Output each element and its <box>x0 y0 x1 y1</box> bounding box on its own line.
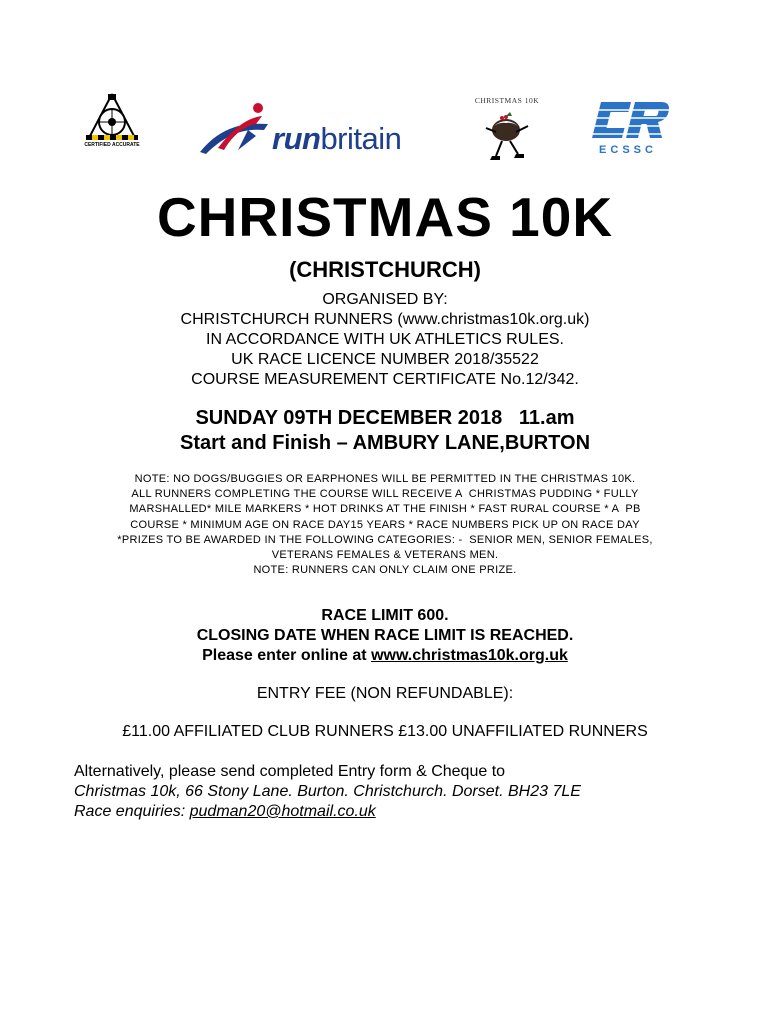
postal-intro: Alternatively, please send completed Entry form & Cheque to <box>74 763 506 780</box>
runbritain-run: run <box>272 121 321 156</box>
cr-monogram-icon <box>586 98 670 146</box>
postal-address: Christmas 10k, 66 Stony Lane. Burton. Christchurch. Dorset. BH23 7LE <box>74 783 581 800</box>
note-line: NOTE: RUNNERS CAN ONLY CLAIM ONE PRIZE. <box>253 564 517 577</box>
cr-ecssc-logo <box>586 98 670 158</box>
christmas-10k-pudding-logo <box>468 96 546 164</box>
online-entry-prefix: Please enter online at <box>202 647 372 664</box>
note-line: MARSHALLED* MILE MARKERS * HOT DRINKS AT THE FINISH * FAST RURAL COURSE * A PB <box>129 503 641 516</box>
event-date: SUNDAY 09TH DECEMBER 2018 11.am <box>195 407 575 429</box>
pudding-logo-text: CHRISTMAS 10K <box>474 96 540 105</box>
online-entry-link[interactable]: www.christmas10k.org.uk <box>371 647 568 664</box>
certified-accurate-label: CERTIFIED ACCURATE <box>84 142 140 148</box>
enquiries-email-link[interactable]: pudman20@hotmail.co.uk <box>189 803 376 820</box>
page-title: CHRISTMAS 10K <box>156 186 614 248</box>
note-line: VETERANS FEMALES & VETERANS MEN. <box>271 549 499 562</box>
logo-bar <box>0 0 770 180</box>
certified-accurate-logo <box>80 92 144 156</box>
enquiries-line <box>74 802 581 822</box>
closing-date: CLOSING DATE WHEN RACE LIMIT IS REACHED. <box>196 627 574 644</box>
race-notes <box>0 472 770 578</box>
organiser-line: UK RACE LICENCE NUMBER 2018/35522 <box>231 351 539 368</box>
cr-logo-subtext: ECSSC <box>599 144 657 156</box>
entry-limit-block <box>0 606 770 666</box>
entry-prices: £11.00 AFFILIATED CLUB RUNNERS £13.00 UNAFFILIATED RUNNERS <box>122 723 648 740</box>
organiser-line: COURSE MEASUREMENT CERTIFICATE No.12/342. <box>191 371 579 388</box>
note-line: COURSE * MINIMUM AGE ON RACE DAY15 YEARS * RACE NUMBERS PICK UP ON RACE DAY <box>130 518 640 531</box>
event-details <box>0 406 770 456</box>
organiser-line: CHRISTCHURCH RUNNERS (www.christmas10k.org.uk) <box>180 311 590 328</box>
entry-fee-heading: ENTRY FEE (NON REFUNDABLE): <box>256 685 514 702</box>
organiser-line: IN ACCORDANCE WITH UK ATHLETICS RULES. <box>206 331 564 348</box>
runbritain-logo <box>198 100 428 160</box>
runner-swoosh-icon <box>198 100 278 160</box>
postal-entry-block <box>74 762 581 822</box>
event-venue: Start and Finish – AMBURY LANE,BURTON <box>179 432 591 454</box>
pudding-runner-icon <box>468 96 546 164</box>
note-line: NOTE: NO DOGS/BUGGIES OR EARPHONES WILL BE PERMITTED IN THE CHRISTMAS 10K. <box>134 473 636 485</box>
organiser-line: ORGANISED BY: <box>322 291 448 308</box>
race-limit: RACE LIMIT 600. <box>321 607 449 624</box>
note-line: *PRIZES TO BE AWARDED IN THE FOLLOWING CATEGORIES: - SENIOR MEN, SENIOR FEMALES, <box>117 533 653 546</box>
page-subtitle: (CHRISTCHURCH) <box>289 257 481 282</box>
runbritain-wordmark <box>272 122 401 156</box>
runbritain-britain: britain <box>320 121 402 156</box>
online-entry <box>0 646 770 666</box>
note-line: ALL RUNNERS COMPLETING THE COURSE WILL RECEIVE A CHRISTMAS PUDDING * FULLY <box>131 488 639 501</box>
enquiries-label: Race enquiries: <box>74 803 190 820</box>
organiser-block <box>0 290 770 390</box>
